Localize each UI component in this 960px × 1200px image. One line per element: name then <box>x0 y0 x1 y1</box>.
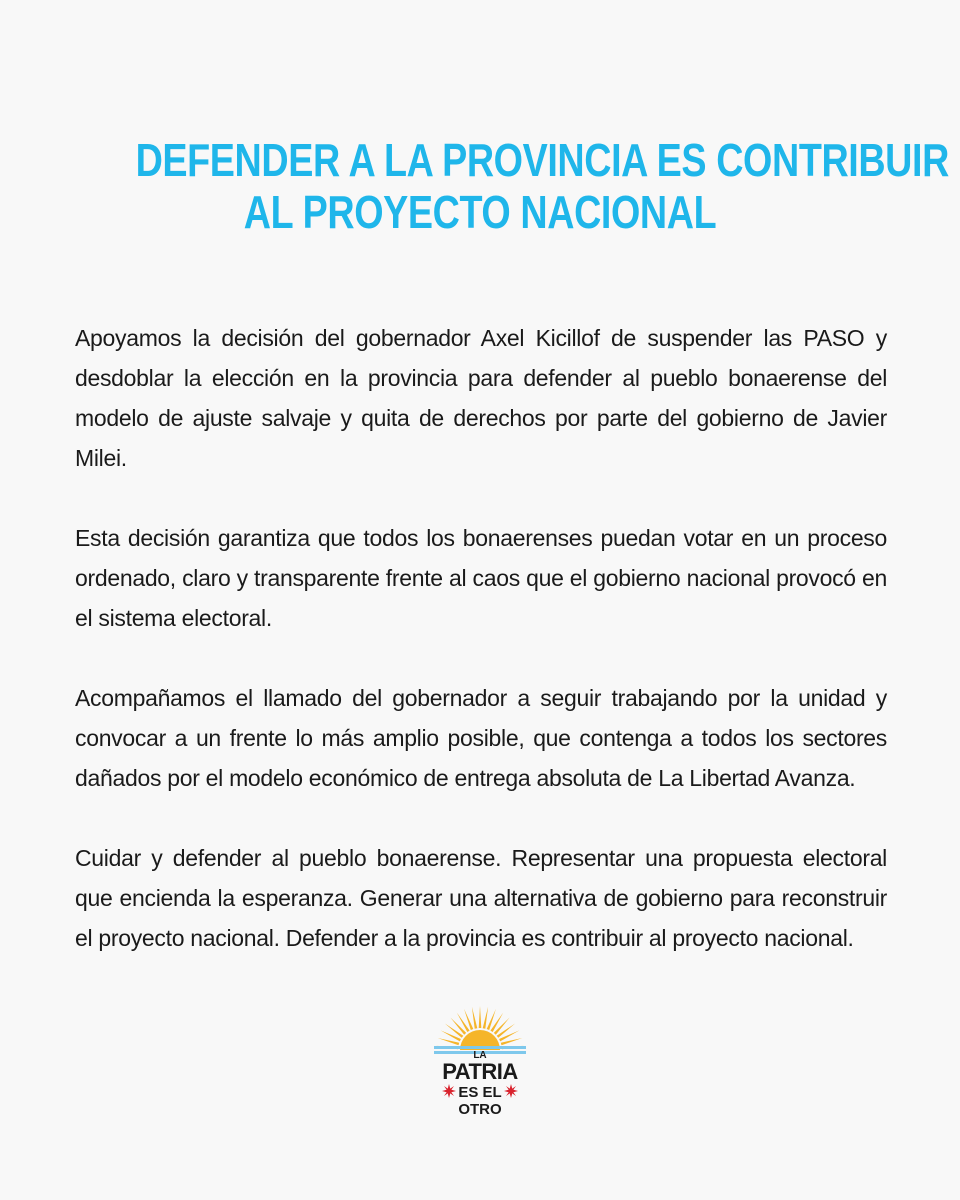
paragraph-3: Acompañamos el llamado del gobernador a seguir trabajando por la unidad y convocar a un frente lo más amplio posible, que contenga a todos los sectores dañados por el modelo económico de entrega absoluta de La Libertad Avanza. <box>75 685 887 791</box>
logo-word-la: LA <box>473 1050 487 1061</box>
sun-ray <box>445 1024 463 1038</box>
logo-word-es-el: ES EL <box>458 1084 502 1101</box>
sun-ray <box>497 1024 515 1038</box>
paragraph-1: Apoyamos la decisión del gobernador Axel Kicillof de suspender las PASO y desdoblar la elección en la provincia para defender al pueblo bonaerense del modelo de ajuste salvaje y quita de derechos por parte del gobierno de Javier Milei. <box>75 325 887 471</box>
page-title-line-2: AL PROYECTO NACIONAL <box>243 186 717 238</box>
sun-ray <box>490 1013 503 1032</box>
logo-word-otro: OTRO <box>458 1101 502 1118</box>
logo-word-patria: PATRIA <box>442 1059 518 1084</box>
flag-stripe-top <box>434 1046 526 1049</box>
statement-body <box>75 318 887 958</box>
paragraph-4: Cuidar y defender al pueblo bonaerense. Representar una propuesta electoral que encienda la esperanza. Generar una alternativa de gobierno para reconstruir el proyecto nacional. Defender a la provincia es contribuir al proyecto nacional. <box>75 845 887 951</box>
star-icon-right <box>504 1084 518 1098</box>
sun-ray <box>494 1018 510 1035</box>
page-title <box>135 134 949 238</box>
sun-ray <box>479 1006 482 1028</box>
sun-ray <box>483 1007 488 1029</box>
sun-ray <box>450 1018 466 1035</box>
paragraph-2: Esta decisión garantiza que todos los bonaerenses puedan votar en un proceso ordenado, claro y transparente frente al caos que el gobierno nacional provocó en el sistema electoral. <box>75 525 887 631</box>
sun-ray <box>472 1007 477 1029</box>
la-patria-es-el-otro-logo <box>430 1000 530 1130</box>
page-title-line-1: DEFENDER A LA PROVINCIA ES CONTRIBUIR <box>135 134 949 186</box>
sun-ray <box>457 1013 470 1032</box>
